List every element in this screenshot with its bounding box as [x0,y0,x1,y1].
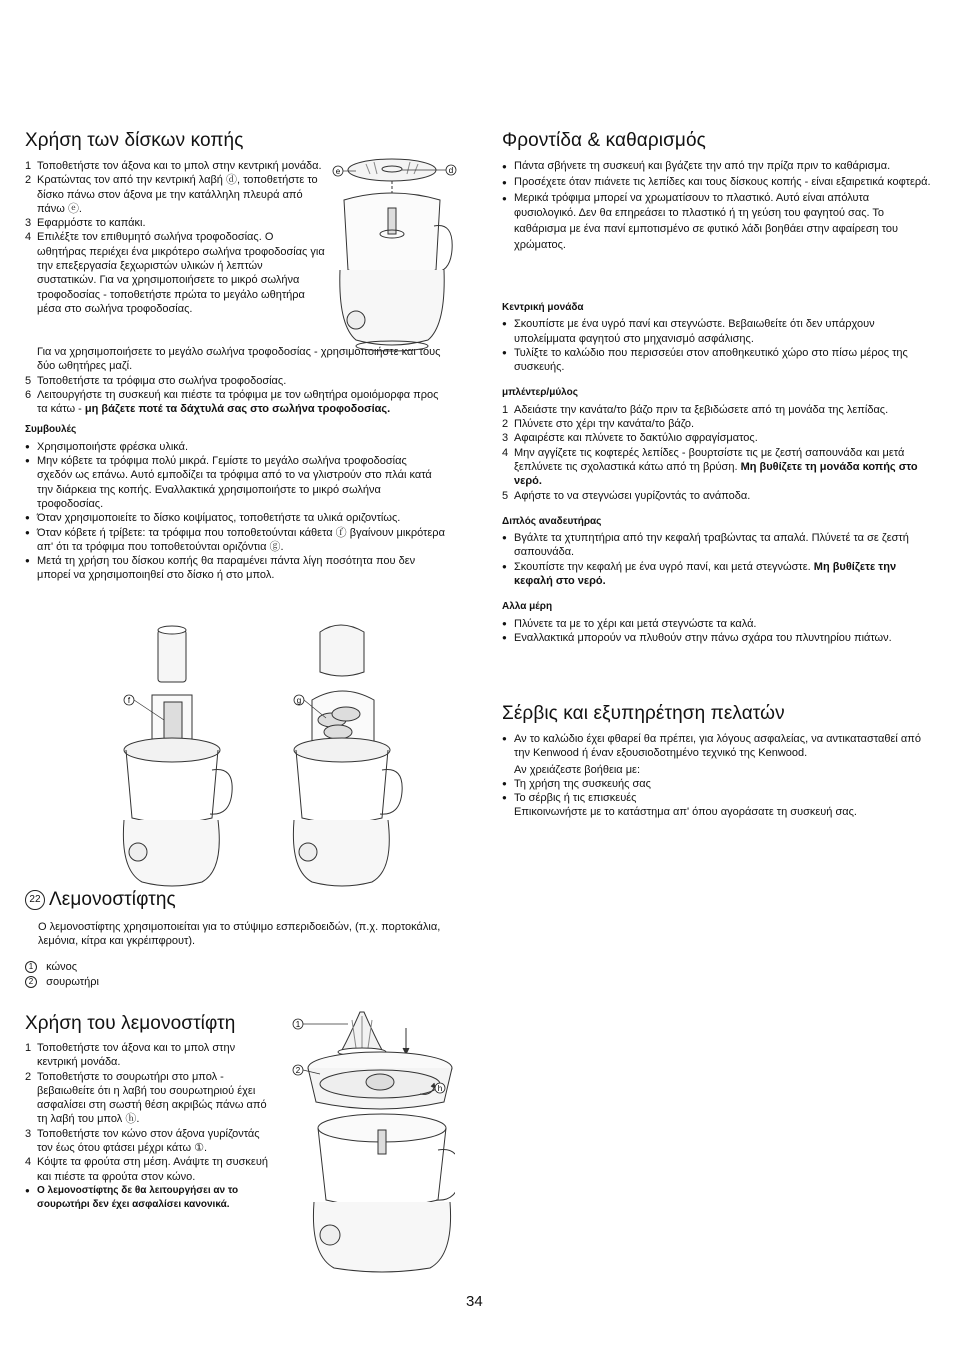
blade-warning: Μη βυθίζετε τη μονάδα κοπής στο νερό. [514,460,918,488]
blender-step: 2 Πλύνετε στο χέρι την κανάτα/το βάζο. [502,418,695,431]
whisk-list [502,531,932,588]
juicer-illustration [290,1010,455,1275]
care-item: ● Προσέχετε όταν πιάνετε τις λεπίδες και τους δίσκους κοπής - είναι εξαιρετικά κοφτερά. [502,175,932,191]
service-item: ● Αν το καλώδιο έχει φθαρεί θα πρέπει, για λόγους ασφαλείας, να αντικατασταθεί από την Kenwood ή έναν εξουσιοδοτημένο τεχνικό της Kenwood. [502,732,932,761]
disc-step: 3 Εφαρμόστε το καπάκι. [25,217,146,230]
main-unit-heading: Κεντρική μονάδα [502,302,584,313]
tip-item: ● Όταν κόβετε ή τρίβετε: τα τρόφιμα που τοποθετούνται κάθετα ⓕ βγαίνουν μικρότερα απ' ότι τα τρόφιμα που τοποθετούνται οριζόντια ⓖ. [25,526,445,555]
use-step: 3 Τοποθετήστε τον κώνο στον άξονα γυρίζοντάς τον έως ότου φτάσει μέχρι κάτω ①. [25,1127,260,1155]
tip-item: ● Όταν χρησιμοποιείτε το δίσκο κοψίματος, τοποθετήστε τα υλικά οριζοντίως. [25,511,445,525]
blender-steps [502,403,932,503]
label-d: d [448,166,454,175]
use-juicer-title: Χρήση του λεμονοστίφτη [25,1013,236,1034]
right-column [502,130,932,152]
main-unit-item: ● Σκουπίστε με ένα υγρό πανί και στεγνώστε. Βεβαιωθείτε ότι δεν υπάρχουν υπολείμματα φαγητού στο μηχανισμό ασφάλισης. [502,317,932,346]
maintenance-block [502,293,932,645]
tips-list [25,440,445,583]
juicer-intro: Ο λεμονοστίφτης χρησιμοποιείται για το στύψιμο εσπεριδοειδών, (π.χ. πορτοκάλια, λεμόνια, κίτρα και γκρέιπφρουτ). [38,921,441,948]
main-unit-item: ● Τυλίξτε το καλώδιο που περισσεύει στον αποθηκευτικό χώρο στο πίσω μέρος της συσκευής. [502,346,932,375]
tip-item: ● Μην κόβετε τα τρόφιμα πολύ μικρά. Γεμίστε το μεγάλο σωλήνα τροφοδοσίας σχεδόν ως επάνω. Αυτό εμποδίζει τα τρόφιμα από το να γλιστρούν στο πλάι κατά την διάρκεια της κοπής. Εναλλακτικά χρησιμοποιήστε το μικρό σωλήνα τροφοδοσίας. [25,454,445,511]
page-number: 34 [466,1293,483,1310]
disc-steps-block-wide [25,345,445,583]
service-item: ● Τη χρήση της συσκευής σας [502,777,932,791]
service-item: ● Το σέρβις ή τις επισκευές [502,791,932,805]
tips-heading: Συμβουλές [25,424,77,436]
use-step: 1 Τοποθετήστε τον άξονα και το μπολ στην κεντρική μονάδα. [25,1042,236,1069]
service-title: Σέρβις και εξυπηρέτηση πελατών [502,703,785,724]
feed-tube-vertical-illustration [118,620,238,890]
disc-steps-list-2 [25,345,445,416]
label-1: 1 [295,1020,301,1029]
label-f: f [127,696,131,705]
label-2: 2 [295,1066,301,1075]
care-block [502,159,932,254]
feed-tube-horizontal-illustration [286,610,406,890]
juicer-heading [25,889,445,911]
juicer-title: Λεμονοστίφτης [49,889,176,910]
use-step: 2 Τοποθετήστε το σουρωτήρι στο μπολ - βεβαιωθείτε ότι η λαβή του σουρωτηριού έχει ασφαλίσει στη σωστή θέση ακριβώς πάνω από τη λαβή του μπολ ⓗ. [25,1070,267,1126]
service-list [502,732,932,761]
blender-step: 5 Αφήστε το να στεγνώσει γυρίζοντάς το ανάποδα. [502,489,751,502]
label-e: e [335,167,341,176]
juicer-parts [25,960,225,990]
care-item: ● Πάντα σβήνετε τη συσκευή και βγάζετε την από την πρίζα πριν το καθάρισμα. [502,159,932,175]
disc-step: 1 Τοποθετήστε τον άξονα και το μπολ στην κεντρική μονάδα. [25,160,322,172]
other-item: ● Πλύνετε τα με το χέρι και μετά στεγνώστε τα καλά. [502,617,932,631]
other-parts-list [502,617,932,646]
left-column [25,130,445,152]
disc-step: 6 Λειτουργήστε τη συσκευή και πιέστε τα τρόφιμα με τον ωθητήρα ομοιόμορφα προς τα κάτω - μη βάζετε ποτέ τα δάχτυλά σας στο σωλήνα τροφοδοσίας. [25,388,439,416]
disc-section-title: Χρήση των δίσκων κοπής [25,130,244,151]
part-item: 2 σουρωτήρι [25,975,225,989]
label-g: g [296,696,302,705]
disc-step: Για να χρησιμοποιήσετε το μεγάλο σωλήνα τροφοδοσίας - χρησιμοποιήστε και τους δύο ωθητήρες μαζί. [37,346,441,373]
whisk-item: ● Σκουπίστε την κεφαλή με ένα υγρό πανί, και μετά στεγνώστε. Μη βυθίζετε την κεφαλή στο νερό. [502,560,932,589]
blender-step: 4 Μην αγγίζετε τις κοφτερές λεπίδες - βουρτσίστε τις με ζεστή σαπουνάδα και μετά ξεπλύνετε τις σχολαστικά κάτω από τη βρύση. Μη βυθίζετε τη μονάδα κοπής στο νερό. [502,446,918,488]
disc-step: 5 Τοποθετήστε τα τρόφιμα στο σωλήνα τροφοδοσίας. [25,374,287,387]
use-juicer-steps [25,1041,275,1184]
main-unit-list [502,317,932,374]
use-juicer-steps-block [25,1041,275,1213]
whisk-warning: Μη βυθίζετε την κεφαλή στο νερό. [514,560,897,588]
disc-step: 4 Επιλέξτε τον επιθυμητό σωλήνα τροφοδοσίας. Ο ωθητήρας περιέχει ένα μικρότερο σωλήνα τροφοδοσίας για την επεξεργασία ξεχωριστών υλικών ή λεπτών συστατικών. Για να χρησιμοποιήσετε το μικρό σωλήνα τροφοδοσίας - τοποθετήστε πρώτα το μεγάλο ωθητήρα μέσα στο σωλήνα τροφοδοσίας. [25,231,325,315]
disc-steps-block [25,159,325,316]
use-warning-list [25,1184,275,1213]
other-parts-heading: Αλλα μέρη [502,601,553,613]
disc-processor-illustration [326,150,458,355]
service-heading [502,703,932,725]
blender-heading: μπλέντερ/μύλος [502,387,578,399]
disc-step: 2 Κρατώντας τον από την κεντρική λαβή ⓓ, τοποθετήστε το δίσκο πάνω στον άξονα με την κατάλληλη πλευρά από πάνω ⓔ. [25,174,318,215]
care-title: Φροντίδα & καθαρισμός [502,130,706,151]
use-juicer-heading [25,1013,325,1035]
other-item: ● Εναλλακτικά μπορούν να πλυθούν στην πάνω σχάρα του πλυντηρίου πιάτων. [502,631,932,645]
service-help: Αν χρειάζεστε βοήθεια με: [514,763,641,776]
feed-tube-warning: μη βάζετε ποτέ τα δάχτυλά σας στο σωλήνα τροφοδοσίας. [84,403,391,416]
whisk-item: ● Βγάλτε τα χτυπητήρια από την κεφαλή τραβώντας τα απαλά. Πλύνετέ τα σε ζεστή σαπουνάδα. [502,531,932,560]
service-block [502,732,932,820]
whisk-heading: Διπλός αναδευτήρας [502,515,602,527]
care-list [502,159,932,254]
juicer-number-icon: 22 [25,890,45,910]
service-help-list [502,777,932,806]
service-contact: Επικοινωνήστε με το κατάστημα απ' όπου αγοράσατε τη συσκευή σας. [514,806,857,819]
label-h: h [437,1084,443,1093]
disc-steps-list [25,159,325,316]
blender-step: 1 Αδειάστε την κανάτα/το βάζο πριν τα ξεβιδώσετε από τη μονάδα της λεπίδας. [502,403,889,416]
tip-item: ● Χρησιμοποιήστε φρέσκα υλικά. [25,440,445,454]
use-step: 4 Κόψτε τα φρούτα στη μέση. Ανάψτε τη συσκευή και πιέστε τα φρούτα στον κώνο. [25,1156,268,1183]
part-item: 1 κώνος [25,960,225,974]
juicer-intro-block [38,920,443,949]
care-item: ● Μερικά τρόφιμα μπορεί να χρωματίσουν το πλαστικό. Αυτό είναι απόλυτα φυσιολογικό. Δεν θα επηρεάσει το πλαστικό ή τη γεύση του φαγητού σας. Το καθάρισμα με ένα πανί εμποτισμένο σε φυτικό λάδι βοηθάει στην αφαίρεση του χρώματος. [502,191,932,254]
use-warning: Ο λεμονοστίφτης δε θα λειτουργήσει αν το σουρωτήρι δεν έχει ασφαλίσει κανονικά. [37,1184,239,1211]
blender-step: 3 Αφαιρέστε και πλύνετε το δακτύλιο σφραγίσματος. [502,432,758,445]
tip-item: ● Μετά τη χρήση του δίσκου κοπής θα παραμένει πάντα λίγη ποσότητα που δεν μπορεί να χρησιμοποιηθεί στο δίσκο ή στο μπολ. [25,554,445,583]
